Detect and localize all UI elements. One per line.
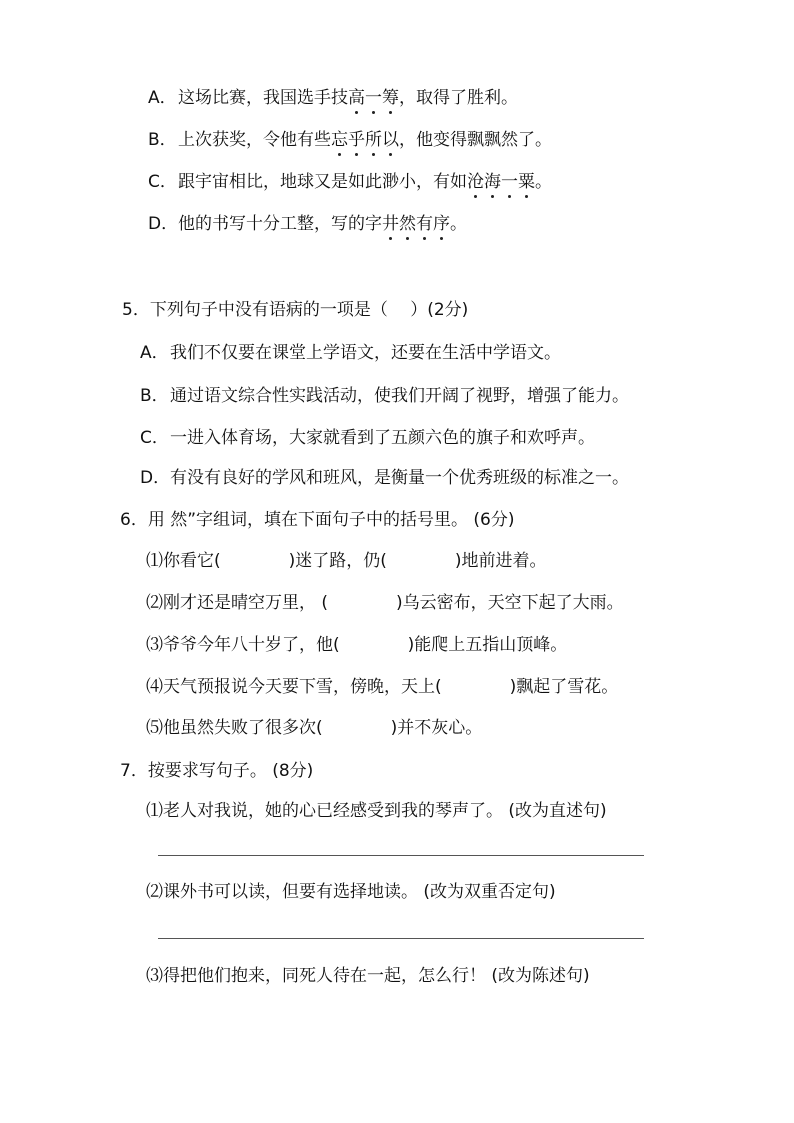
q5-title: 5．下列句子中没有语病的一项是（ ）(2分)	[122, 300, 469, 320]
option-label: A．	[140, 343, 169, 363]
q6-item-1: ⑴你看它( )迷了路，仍( )地前进着。	[146, 551, 547, 571]
dotted-phrase-text: 忘乎所以	[331, 130, 399, 150]
option-label: B．	[148, 130, 177, 150]
q5-option-a	[140, 341, 561, 365]
option-text-pre: 这场比赛，我国选手技	[178, 88, 348, 108]
q6-item-4: ⑷天气预报说今天要下雪，傍晚，天上( )飘起了雪花。	[146, 677, 619, 697]
q7-item-2: ⑵课外书可以读，但要有选择地读。 (改为双重否定句)	[146, 882, 556, 902]
emphasis-dots	[382, 234, 450, 244]
q6-item-5: ⑸他虽然失败了很多次( )并不灰心。	[146, 718, 483, 738]
option-text: 一进入体育场，大家就看到了五颜六色的旗子和欢呼声。	[170, 428, 595, 448]
q5-option-b	[140, 384, 629, 408]
q4-option-d	[148, 212, 467, 236]
q6-item-3: ⑶爷爷今年八十岁了，他( )能爬上五指山顶峰。	[146, 635, 568, 655]
option-text-post: ，他变得飘飘然了。	[399, 130, 552, 150]
dotted-phrase	[382, 214, 450, 234]
q5-option-d	[140, 466, 629, 490]
option-text-post: ，取得了胜利。	[399, 88, 518, 108]
dotted-phrase	[467, 172, 535, 192]
option-label: A．	[148, 88, 177, 108]
option-label: D．	[140, 468, 171, 488]
option-text: 我们不仅要在课堂上学语文，还要在生活中学语文。	[170, 343, 561, 363]
q6-title: 6．用 然”字组词，填在下面句子中的括号里。 (6分)	[120, 510, 515, 530]
option-text-post: 。	[450, 214, 467, 234]
option-text-pre: 跟宇宙相比，地球又是如此渺小，有如	[178, 172, 467, 192]
q4-option-a	[148, 86, 518, 110]
option-text-pre: 他的书写十分工整，写的字	[178, 214, 382, 234]
answer-line-2[interactable]	[158, 938, 644, 939]
option-text-pre: 上次获奖，令他有些	[178, 130, 331, 150]
option-label: D．	[148, 214, 179, 234]
q6-item-2: ⑵刚才还是晴空万里， ( )乌云密布，天空下起了大雨。	[146, 593, 624, 613]
q4-option-c	[148, 170, 552, 194]
option-text: 通过语文综合性实践活动，使我们开阔了视野，增强了能力。	[170, 386, 629, 406]
option-label: C．	[148, 172, 177, 192]
answer-line-1[interactable]	[158, 855, 644, 856]
option-text: 有没有良好的学风和班风，是衡量一个优秀班级的标准之一。	[170, 468, 629, 488]
emphasis-dots	[348, 108, 399, 118]
emphasis-dots	[331, 150, 399, 160]
option-text-post: 。	[535, 172, 552, 192]
emphasis-dots	[467, 192, 535, 202]
dotted-phrase	[348, 88, 399, 108]
q5-option-c	[140, 426, 595, 450]
q4-option-b	[148, 128, 552, 152]
q7-title: 7．按要求写句子。 (8分)	[120, 761, 314, 781]
dotted-phrase-text: 井然有序	[382, 214, 450, 234]
q7-item-3: ⑶得把他们抱来，同死人待在一起，怎么行！ (改为陈述句)	[146, 966, 590, 986]
option-label: C．	[140, 428, 169, 448]
q7-item-1: ⑴老人对我说，她的心已经感受到我的琴声了。 (改为直述句)	[146, 801, 607, 821]
dotted-phrase-text: 高一筹	[348, 88, 399, 108]
dotted-phrase-text: 沧海一粟	[467, 172, 535, 192]
dotted-phrase	[331, 130, 399, 150]
option-label: B．	[140, 386, 169, 406]
